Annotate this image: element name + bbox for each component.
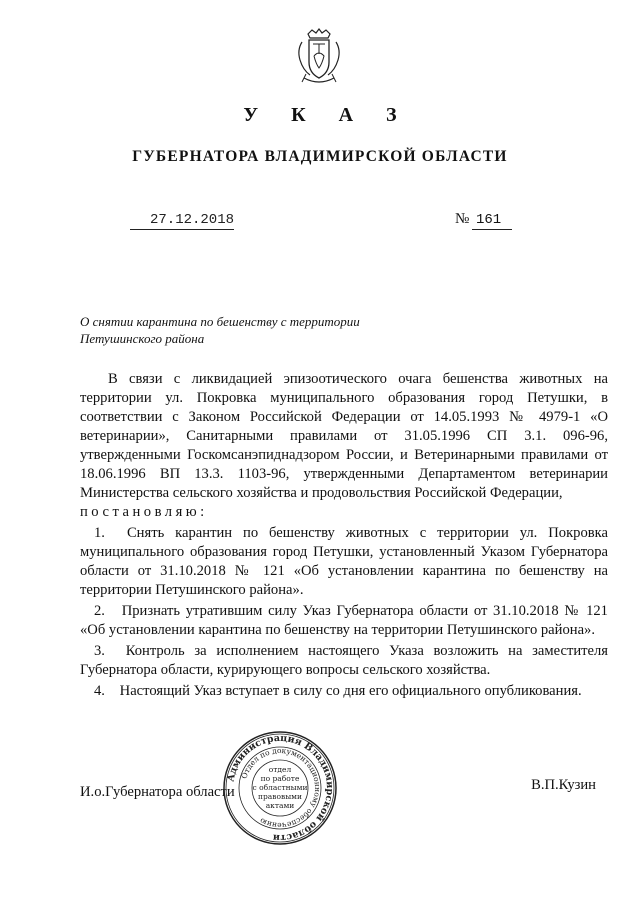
document-subtitle: ГУБЕРНАТОРА ВЛАДИМИРСКОЙ ОБЛАСТИ [132,148,508,165]
item-text: Контроль за исполнением настоящего Указа возложить на заместителя Губернатора области, курирующего вопросы сельского хозяйства. [80,643,608,678]
item-number: 1. [94,525,105,541]
item-number: 2. [94,603,105,619]
preamble-paragraph: В связи с ликвидацией эпизоотического очага бешенства животных на территории ул. Покровка муниципального образования город Петушки, в соответствии с Законом Российской Федерации от 14.05.1993 № 4979-1 «О ветеринарии», Санитарными правилами от 31.05.1996 СП 3.1. 096-96, утвержденными Госкомсанэпиднадзором России, и Ветеринарными правилами от 18.06.1996 ВП 13.3. 1103-96, утвержденными Департаментом ветеринарии Министерства сельского хозяйства и продовольствия Российской Федерации, [80,371,608,501]
item-text: Признать утратившим силу Указ Губернатора области от 31.10.2018 № 121 «Об установлении карантина по бешенству на территории Петушинского района». [80,603,608,638]
decree-item [80,602,608,640]
signature-name: В.П.Кузин [531,777,596,793]
stamp-inner-text: Отдел по документационному обеспечению [239,745,323,831]
document-body [80,370,608,701]
item-number: 3. [94,643,105,659]
decree-item [80,642,608,680]
document-number-label: № [455,211,470,227]
decree-item [80,524,608,600]
document-subject: О снятии карантина по бешенству с территории Петушинского района [80,314,360,346]
document-title: У К А З [243,104,411,126]
signature-title: И.о.Губернатора области [80,784,235,800]
stamp-center-line: актами [265,801,295,810]
stamp-center-line: с областными [252,783,308,792]
document-date: 27.12.2018 [130,212,234,230]
item-number: 4. [94,683,105,699]
item-text: Настоящий Указ вступает в силу со дня его официального опубликования. [119,683,582,699]
signature-block [80,777,608,800]
stamp-center-line: по работе [260,774,300,783]
item-text: Снять карантин по бешенству животных с территории ул. Покровка муниципального образования город Петушки, установленный Указом Губернатора области от 31.10.2018 № 121 «Об установлении карантина по бешенству на территории Петушинского района». [80,525,608,598]
document-number: 161 [472,212,512,230]
stamp-center-line: правовыми [257,792,303,801]
decree-word: постановляю: [80,504,208,520]
decree-item [80,682,608,701]
coat-of-arms-icon [294,28,344,86]
stamp-center-line: отдел [268,765,292,774]
stamp-outer-text: Администрация Владимирской области [225,732,336,844]
official-stamp [222,730,338,846]
